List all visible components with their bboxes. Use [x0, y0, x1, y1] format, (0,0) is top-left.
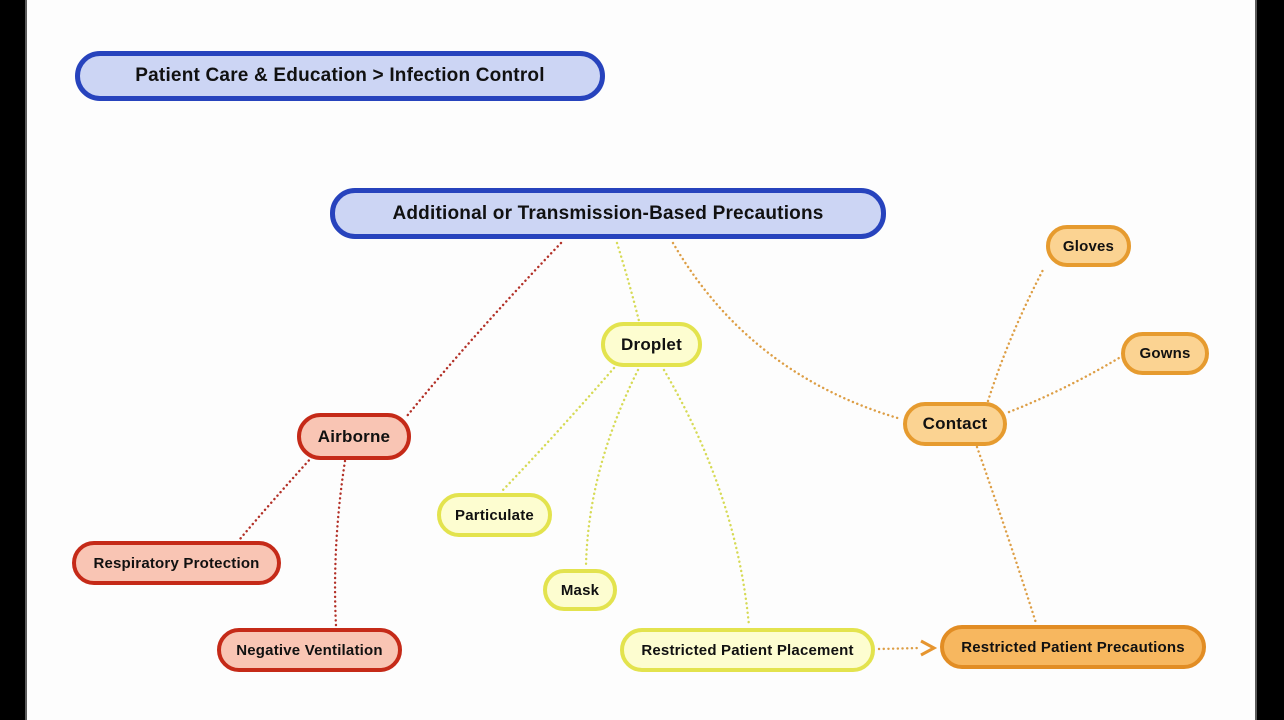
arrowhead-placement-precautions: [921, 641, 934, 655]
node-mask: Mask: [543, 569, 617, 611]
node-restricted-patient-placement: Restricted Patient Placement: [620, 628, 875, 672]
letterbox-seam-left: [25, 0, 27, 720]
concept-map-canvas: [25, 0, 1257, 720]
node-droplet: Droplet: [601, 322, 702, 367]
edge-contact-gloves: [988, 268, 1044, 401]
node-respiratory-protection: Respiratory Protection: [72, 541, 281, 585]
edge-contact-gowns: [1009, 358, 1119, 412]
node-gloves: Gloves: [1046, 225, 1131, 267]
node-particulate: Particulate: [437, 493, 552, 537]
edge-droplet-particulate: [502, 368, 614, 491]
node-root-precautions: Additional or Transmission-Based Precautions: [330, 188, 886, 239]
node-gowns: Gowns: [1121, 332, 1209, 375]
edge-root-airborne: [407, 243, 561, 416]
edge-airborne-negative: [335, 461, 345, 626]
edge-placement-precautions: [879, 648, 920, 649]
edge-droplet-mask: [586, 370, 638, 566]
letterbox-seam-right: [1255, 0, 1257, 720]
breadcrumb: Patient Care & Education > Infection Control: [75, 51, 605, 101]
edge-airborne-respiratory: [240, 457, 312, 539]
edge-root-droplet: [617, 243, 639, 321]
edge-droplet-placement: [664, 370, 749, 626]
node-airborne: Airborne: [297, 413, 411, 460]
edge-root-contact: [673, 243, 901, 419]
node-contact: Contact: [903, 402, 1007, 446]
node-restricted-patient-precautions: Restricted Patient Precautions: [940, 625, 1206, 669]
node-negative-ventilation: Negative Ventilation: [217, 628, 402, 672]
edge-contact-precautions: [977, 447, 1036, 623]
